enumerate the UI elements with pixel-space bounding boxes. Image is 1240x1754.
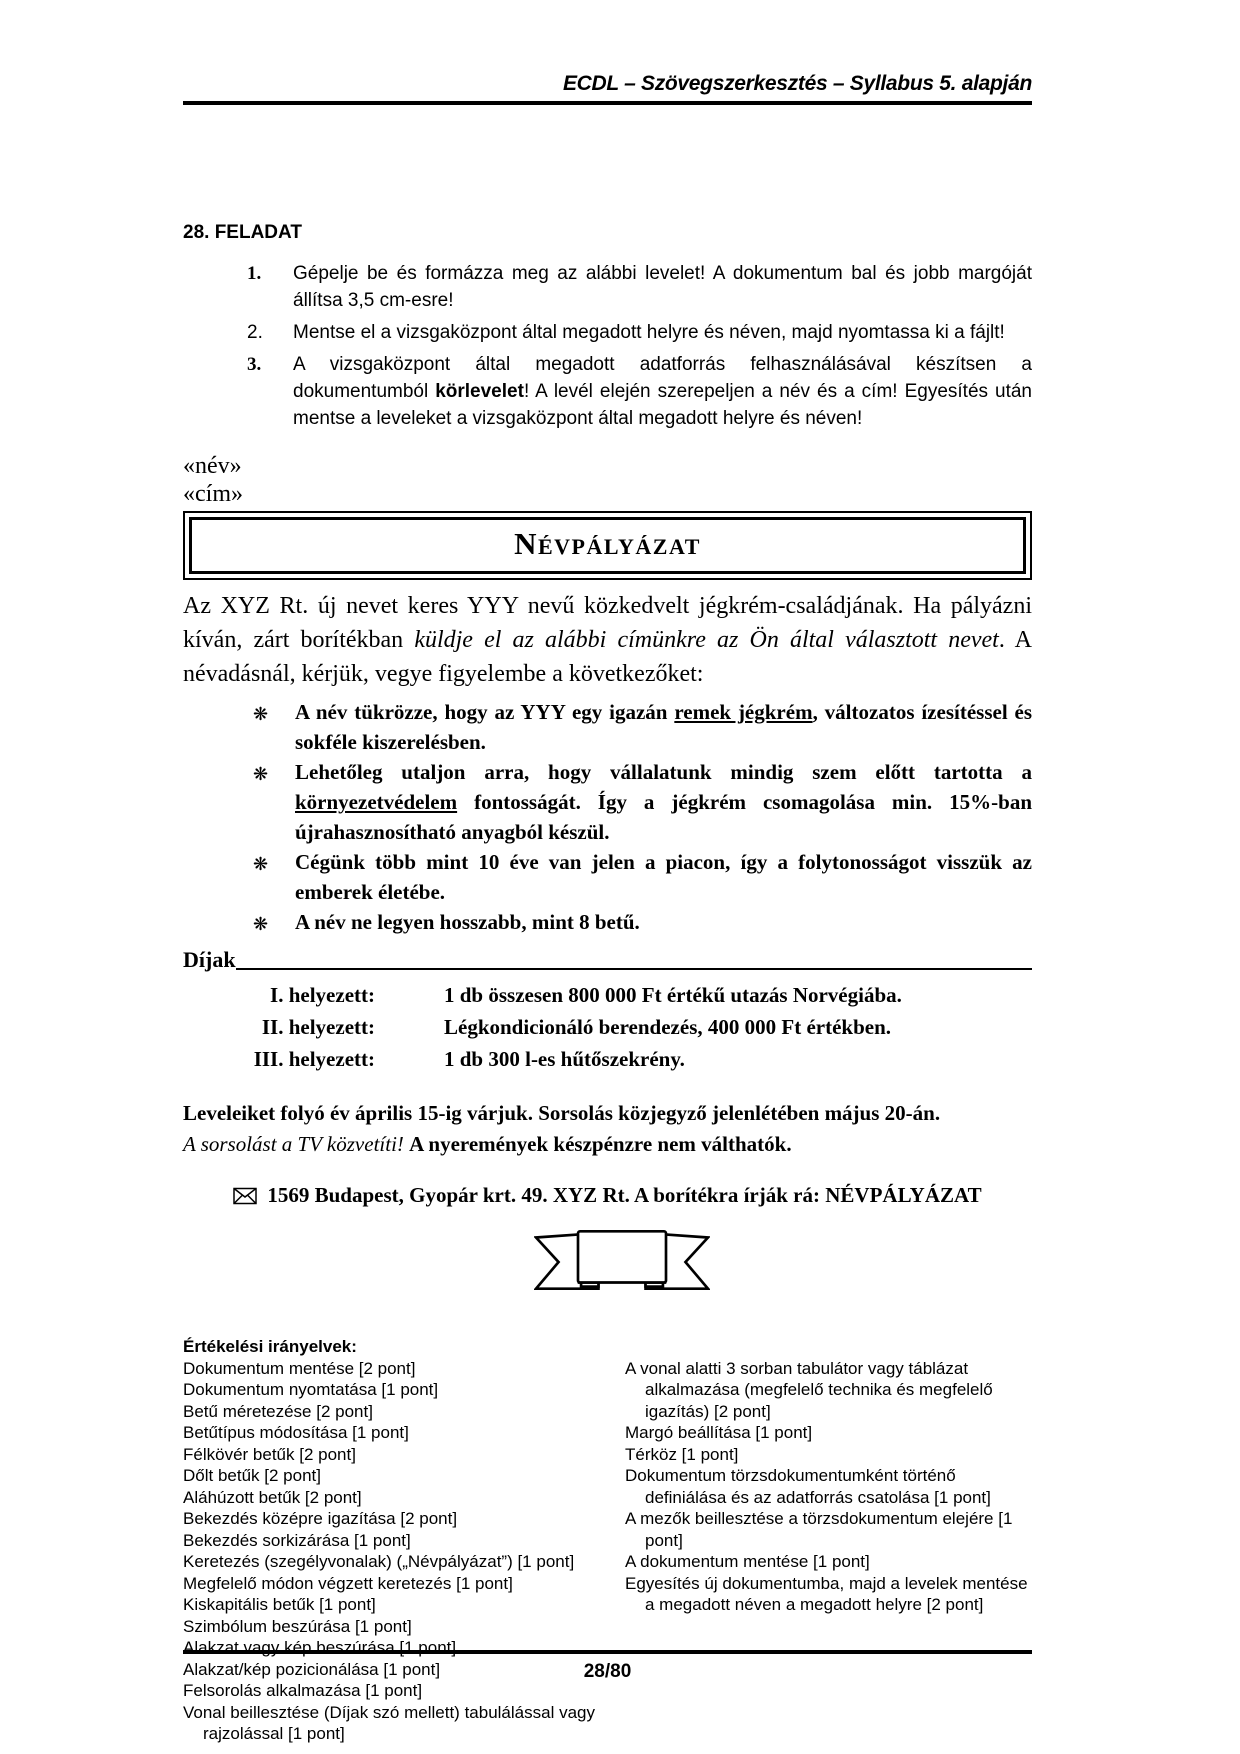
prize-table	[183, 979, 1032, 1075]
prize-row	[183, 1011, 1032, 1043]
evaluation-item: Szimbólum beszúrása [1 pont]	[183, 1616, 412, 1636]
ribbon-banner-icon	[534, 1229, 710, 1291]
tv-note: A sorsolást a TV közvetíti!	[183, 1132, 404, 1156]
evaluation-item: Bekezdés sorkizárása [1 pont]	[183, 1530, 411, 1550]
page-content	[183, 222, 1032, 1745]
evaluation-heading: Értékelési irányelvek:	[183, 1337, 357, 1356]
page-number: 28/80	[583, 1661, 632, 1682]
prizes-label: Díjak	[183, 947, 236, 972]
evaluation-item: Térköz [1 pont]	[625, 1444, 739, 1464]
evaluation-item: Dőlt betűk [2 pont]	[183, 1466, 321, 1485]
evaluation-item: Félkövér betűk [2 pont]	[183, 1444, 356, 1464]
evaluation-item: A mezők beillesztése a törzsdokumentum elejére [1 pont]	[625, 1509, 1013, 1550]
task-item-number: 2.	[247, 322, 263, 343]
prize-rank: I. helyezett:	[270, 983, 375, 1007]
merge-field-nev: «név»	[183, 453, 242, 479]
evaluation-item: A vonal alatti 3 sorban tabulátor vagy táblázat alkalmazása (megfelelő technika és megfelelő igazítás) [2 pont]	[625, 1358, 993, 1421]
bullet-text: Cégünk több mint 10 éve van jelen a piacon, így a folytonosságot visszük az emberek életébe.	[295, 850, 1032, 904]
star-bullet-icon: ❋	[253, 854, 269, 874]
task-heading: 28. FELADAT	[183, 222, 302, 243]
task-item-number: 3.	[247, 354, 262, 375]
prize-rank: II. helyezett:	[261, 1015, 375, 1039]
task-item-text: Gépelje be és formázza meg az alábbi levelet! A dokumentum bal és jobb margóját állítsa 3,5 cm-esre!	[293, 263, 1032, 311]
ribbon-shape	[183, 1229, 1032, 1296]
star-bullet-icon: ❋	[253, 764, 269, 784]
task-item-1	[183, 260, 1032, 314]
evaluation-item: Vonal beillesztése (Díjak szó mellett) tabulálással vagy rajzolással [1 pont]	[183, 1702, 595, 1743]
envelope-icon	[233, 1187, 257, 1205]
evaluation-item: Betű méretezése [2 pont]	[183, 1401, 373, 1421]
evaluation-right-list	[625, 1358, 1032, 1616]
evaluation-item: Kiskapitális betűk [1 pont]	[183, 1595, 376, 1614]
address-text: 1569 Budapest, Gyopár krt. 49. XYZ Rt. A borítékra írják rá: NÉVPÁLYÁZAT	[267, 1183, 982, 1207]
task-list	[183, 260, 1032, 432]
task-item-number: 1.	[247, 263, 262, 284]
evaluation-item: A dokumentum mentése [1 pont]	[625, 1552, 870, 1571]
merge-fields	[183, 452, 1032, 508]
evaluation-item: Alakzat vagy kép beszúrása [1 pont]	[183, 1638, 457, 1657]
evaluation-item: Betűtípus módosítása [1 pont]	[183, 1423, 409, 1442]
prize-row	[183, 979, 1032, 1011]
evaluation-item: Dokumentum mentése [2 pont]	[183, 1358, 416, 1378]
letter-title-box	[183, 511, 1032, 580]
task-item-2	[183, 319, 1032, 346]
prize-rank: III. helyezett:	[253, 1047, 375, 1071]
merge-field-cim: «cím»	[183, 481, 243, 507]
header-title: ECDL – Szövegszerkesztés – Syllabus 5. alapján	[562, 72, 1032, 95]
star-bullet-icon: ❋	[253, 704, 269, 724]
bullet-text: A név tükrözze, hogy az YYY egy igazán remek jégkrém, változatos ízesítéssel és sokféle kiszerelésben.	[295, 700, 1032, 754]
page-header	[183, 72, 1032, 105]
evaluation-item: Margó beállítása [1 pont]	[625, 1423, 813, 1442]
evaluation-right-column	[625, 1336, 1032, 1745]
bullet-item-4	[183, 907, 1032, 939]
notes-line	[183, 1129, 1032, 1159]
evaluation-left-list	[183, 1358, 625, 1745]
prize-description: 1 db összesen 800 000 Ft értékű utazás Norvégiába.	[444, 983, 902, 1007]
tab-line	[236, 947, 1032, 970]
letter-intro-paragraph: Az XYZ Rt. új nevet keres YYY nevű közkedvelt jégkrém-családjának. Ha pályázni kíván, zárt borítékban küldje el az alábbi címünkre az Ön által választott nevet. A névadásnál, kérjük, vegye figyelembe a következőket:	[183, 593, 1032, 687]
address-line	[183, 1183, 1032, 1208]
prize-row	[183, 1043, 1032, 1075]
evaluation-item: Dokumentum nyomtatása [1 pont]	[183, 1380, 439, 1399]
deadline-text: Leveleiket folyó év április 15-ig várjuk. Sorsolás közjegyző jelenlétében május 20-án.	[183, 1101, 941, 1125]
evaluation-item: Aláhúzott betűk [2 pont]	[183, 1487, 362, 1507]
bullet-text: A név ne legyen hosszabb, mint 8 betű.	[295, 910, 640, 934]
task-item-text: A vizsgaközpont által megadott adatforrás felhasználásával készítsen a dokumentumból körlevelet! A levél elején szerepeljen a név és a cím! Egyesítés után mentse a leveleket a vizsgaközpont által megadott helyre és néven!	[293, 354, 1032, 429]
evaluation-section	[183, 1336, 1032, 1745]
evaluation-item: Megfelelő módon végzett keretezés [1 pont]	[183, 1573, 513, 1593]
star-bullet-icon: ❋	[253, 914, 269, 934]
bullet-item-3	[183, 847, 1032, 907]
cash-note: A nyeremények készpénzre nem válthatók.	[409, 1132, 792, 1156]
prize-description: 1 db 300 l-es hűtőszekrény.	[444, 1047, 685, 1071]
evaluation-item: Alakzat/kép pozicionálása [1 pont]	[183, 1659, 441, 1679]
letter-bullet-list	[183, 697, 1032, 939]
evaluation-item: Felsorolás alkalmazása [1 pont]	[183, 1681, 423, 1700]
task-item-3	[183, 351, 1032, 432]
evaluation-item: Keretezés (szegélyvonalak) („Névpályázat”) [1 pont]	[183, 1552, 575, 1571]
evaluation-item: Dokumentum törzsdokumentumként történő definiálása és az adatforrás csatolása [1 pont]	[625, 1466, 991, 1507]
prizes-label-row	[183, 947, 1032, 973]
bullet-item-1	[183, 697, 1032, 757]
evaluation-left-column	[183, 1336, 625, 1745]
page-footer	[183, 1650, 1032, 1683]
letter-title-inner-border	[189, 517, 1026, 574]
evaluation-item: Egyesítés új dokumentumba, majd a levelek mentése a megadott néven a megadott helyre [2 pont]	[625, 1573, 1028, 1614]
task-item-text: Mentse el a vizsgaközpont által megadott helyre és néven, majd nyomtassa ki a fájlt!	[293, 322, 1005, 343]
letter-title: Névpályázat	[514, 526, 701, 561]
bullet-item-2	[183, 757, 1032, 847]
prize-description: Légkondicionáló berendezés, 400 000 Ft értékben.	[444, 1015, 892, 1039]
evaluation-item: Bekezdés középre igazítása [2 pont]	[183, 1509, 458, 1528]
bullet-text: Lehetőleg utaljon arra, hogy vállalatunk mindig szem előtt tartotta a környezetvédelem fontosságát. Így a jégkrém csomagolása min. 15%-ban újrahasznosítható anyagból készül.	[295, 760, 1032, 844]
